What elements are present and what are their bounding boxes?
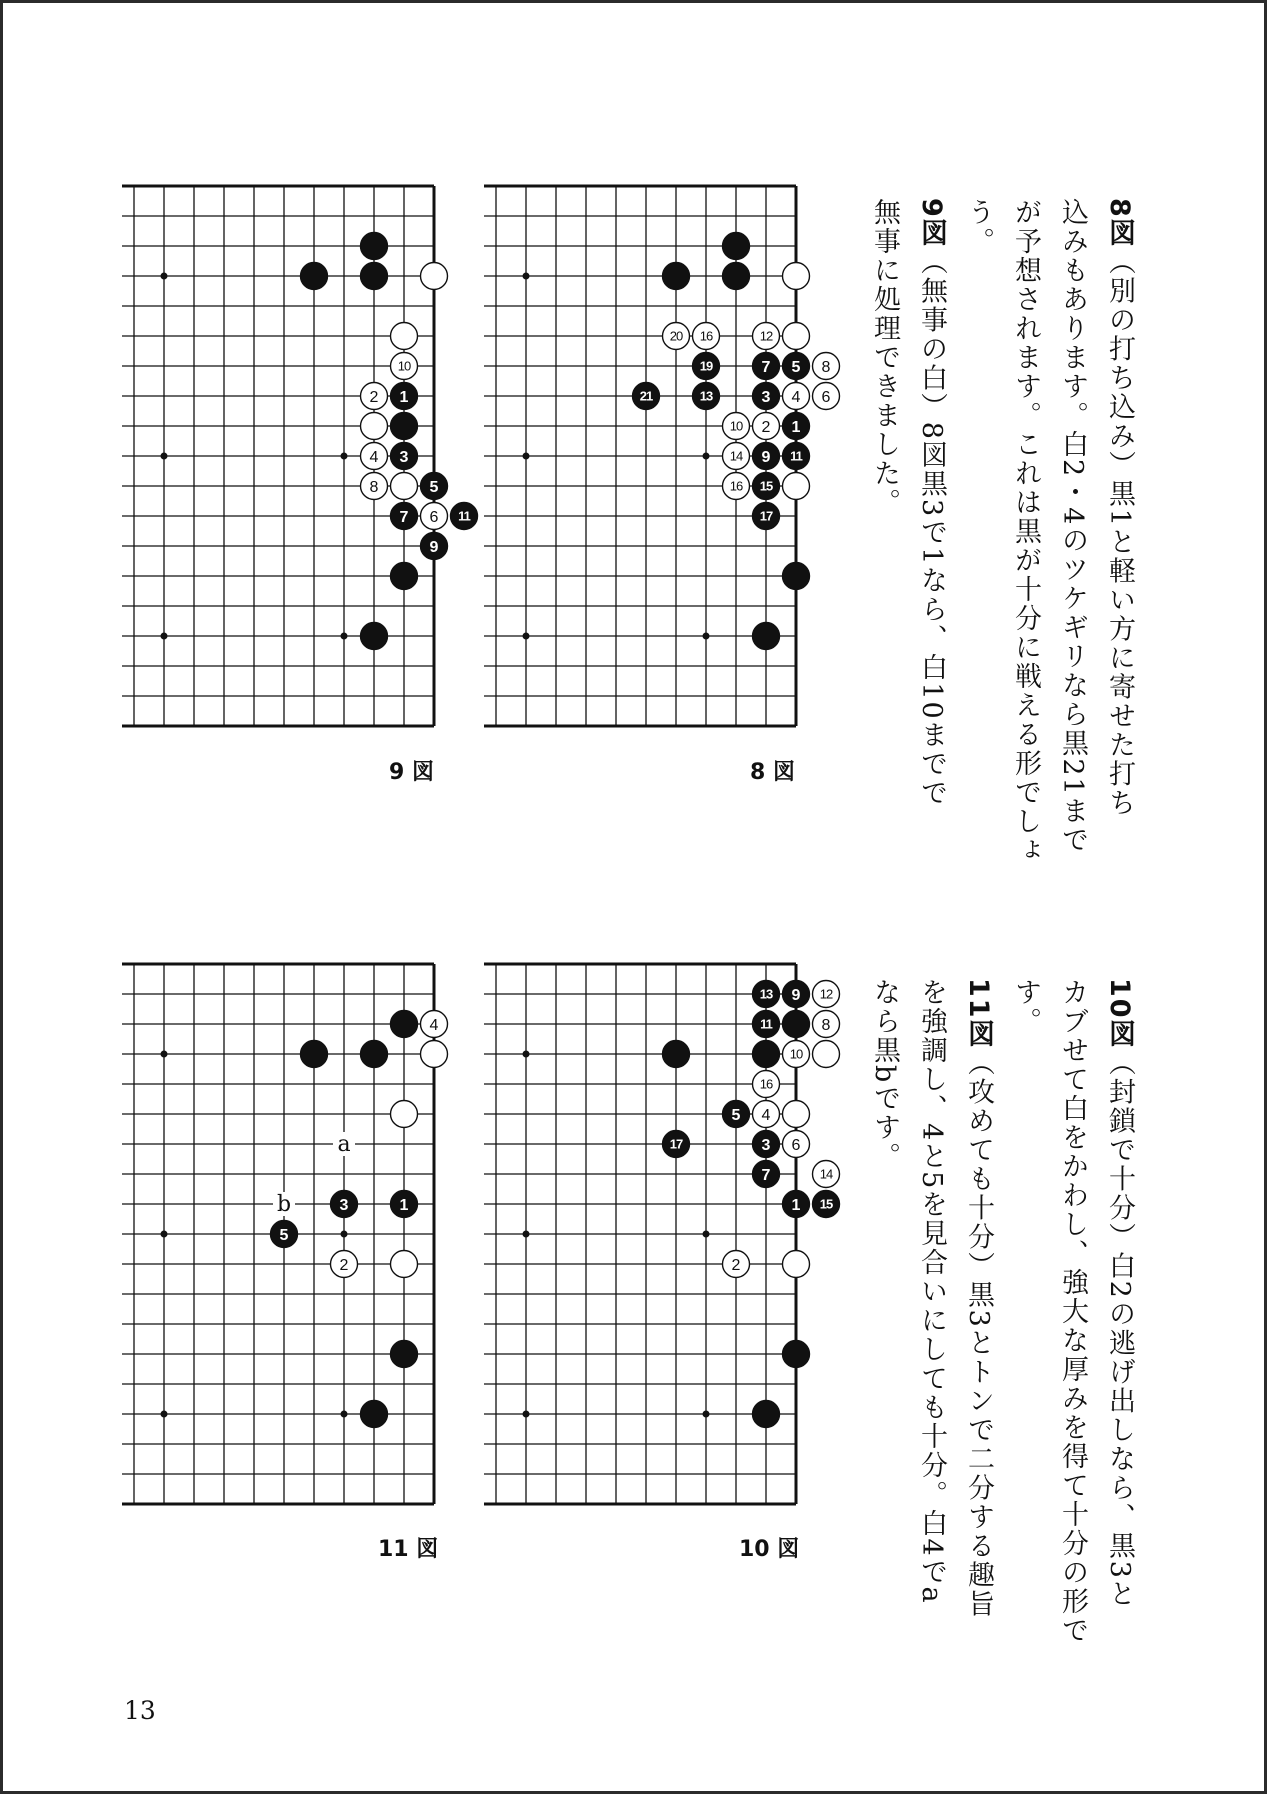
star-point — [161, 633, 168, 640]
black-stone — [271, 1221, 298, 1248]
move-number: 15 — [759, 478, 773, 494]
commentary-col: す。 — [1010, 978, 1041, 1036]
white-stone — [361, 413, 388, 440]
move-number: 17 — [759, 508, 773, 524]
move-number: 6 — [791, 1136, 801, 1154]
black-stone — [391, 1011, 418, 1038]
diagram-caption-9: 9 図 — [389, 760, 434, 785]
commentary-col: 込みもあります。白2・4のツケギリなら黒21まで — [1057, 198, 1088, 855]
white-stone — [663, 323, 690, 350]
white-stone — [813, 383, 840, 410]
white-stone — [753, 413, 780, 440]
black-stone — [723, 263, 750, 290]
black-stone — [301, 263, 328, 290]
commentary-col — [955, 978, 1002, 1658]
black-stone — [451, 503, 478, 530]
star-point — [523, 453, 530, 460]
move-number: 12 — [819, 986, 833, 1002]
white-stone — [783, 263, 810, 290]
star-point — [703, 1231, 710, 1238]
move-number: 8 — [369, 478, 379, 496]
move-number: 13 — [759, 986, 773, 1002]
star-point — [703, 1411, 710, 1418]
black-stone — [421, 473, 448, 500]
white-stone — [813, 1161, 840, 1188]
move-number: 19 — [699, 358, 713, 374]
black-stone — [783, 563, 810, 590]
point-label: b — [276, 1192, 292, 1217]
star-point — [341, 633, 348, 640]
point-label: a — [337, 1132, 351, 1157]
star-point — [703, 453, 710, 460]
black-stone — [783, 413, 810, 440]
move-number: 17 — [669, 1136, 683, 1152]
white-stone — [331, 1251, 358, 1278]
move-number: 5 — [791, 358, 801, 376]
move-number: 6 — [821, 388, 831, 406]
black-stone — [391, 1341, 418, 1368]
white-stone — [361, 443, 388, 470]
move-number: 11 — [790, 448, 802, 464]
move-number: 16 — [699, 328, 713, 344]
move-number: 7 — [761, 358, 771, 376]
star-point — [341, 1411, 348, 1418]
black-stone — [783, 353, 810, 380]
figure-ref: 10図 — [1104, 978, 1135, 1049]
white-stone — [813, 1011, 840, 1038]
black-stone — [693, 383, 720, 410]
move-number: 2 — [731, 1256, 741, 1274]
move-number: 8 — [821, 1016, 831, 1034]
move-number: 7 — [761, 1166, 771, 1184]
star-point — [161, 1051, 168, 1058]
white-stone — [421, 1041, 448, 1068]
white-stone — [723, 1251, 750, 1278]
move-number: 10 — [729, 418, 743, 434]
commentary-col: カブせて白をかわし、強大な厚みを得て十分の形で — [1057, 978, 1088, 1645]
black-stone — [391, 563, 418, 590]
move-number: 4 — [429, 1016, 439, 1034]
black-stone — [361, 1041, 388, 1068]
white-stone — [783, 473, 810, 500]
star-point — [523, 1231, 530, 1238]
page-number: 13 — [124, 1696, 156, 1725]
black-stone — [753, 1041, 780, 1068]
move-number: 15 — [819, 1196, 833, 1212]
move-number: 6 — [429, 508, 439, 526]
black-stone — [391, 503, 418, 530]
black-stone — [753, 981, 780, 1008]
move-number: 11 — [458, 508, 470, 524]
star-point — [341, 1231, 348, 1238]
black-stone — [783, 1191, 810, 1218]
move-number: 20 — [669, 328, 683, 344]
commentary-col — [908, 198, 955, 878]
move-number: 1 — [791, 418, 801, 436]
move-number: 13 — [699, 388, 713, 404]
black-stone — [753, 1161, 780, 1188]
move-number: 11 — [760, 1016, 772, 1032]
black-stone — [361, 263, 388, 290]
commentary-col: を強調し、4と5を見合いにしても十分。白4でa — [916, 978, 947, 1605]
black-stone — [723, 233, 750, 260]
black-stone — [331, 1191, 358, 1218]
white-stone — [421, 263, 448, 290]
star-point — [523, 1411, 530, 1418]
move-number: 5 — [429, 478, 439, 496]
move-number: 9 — [761, 448, 771, 466]
white-stone — [783, 323, 810, 350]
commentary-text: （無事の白）8図黒3で1なら、白10までで — [916, 247, 947, 808]
black-stone — [391, 413, 418, 440]
white-stone — [753, 1071, 780, 1098]
commentary-col — [1096, 198, 1143, 878]
white-stone — [723, 443, 750, 470]
commentary-col: う。 — [963, 198, 994, 256]
move-number: 3 — [339, 1196, 349, 1214]
white-stone — [391, 473, 418, 500]
white-stone — [421, 1011, 448, 1038]
white-stone — [783, 1041, 810, 1068]
move-number: 5 — [279, 1226, 289, 1244]
move-number: 2 — [339, 1256, 349, 1274]
black-stone — [753, 383, 780, 410]
diagram-caption-10: 10 図 — [739, 1537, 800, 1562]
diagram-caption-11: 11 図 — [378, 1537, 439, 1562]
diagram-caption-8: 8 図 — [750, 760, 795, 785]
commentary-col: 無事に処理できました。 — [869, 198, 900, 517]
move-number: 1 — [399, 388, 409, 406]
black-stone — [753, 473, 780, 500]
move-number: 16 — [729, 478, 743, 494]
move-number: 3 — [761, 388, 771, 406]
white-stone — [783, 1131, 810, 1158]
white-stone — [813, 353, 840, 380]
figure-ref: 8図 — [1104, 198, 1135, 248]
white-stone — [783, 1251, 810, 1278]
black-stone — [633, 383, 660, 410]
white-stone — [723, 473, 750, 500]
black-stone — [783, 1341, 810, 1368]
move-number: 4 — [761, 1106, 771, 1124]
commentary-col: が予想されます。これは黒が十分に戦える形でしょ — [1010, 198, 1041, 865]
black-stone — [391, 443, 418, 470]
move-number: 2 — [369, 388, 379, 406]
move-number: 9 — [429, 538, 439, 556]
black-stone — [753, 503, 780, 530]
commentary-upper — [843, 198, 1143, 878]
black-stone — [753, 443, 780, 470]
white-stone — [723, 413, 750, 440]
star-point — [161, 1411, 168, 1418]
move-number: 9 — [791, 986, 801, 1004]
black-stone — [753, 1131, 780, 1158]
move-number: 5 — [731, 1106, 741, 1124]
move-number: 1 — [399, 1196, 409, 1214]
white-stone — [361, 383, 388, 410]
white-stone — [753, 323, 780, 350]
move-number: 3 — [399, 448, 409, 466]
star-point — [703, 633, 710, 640]
commentary-col: なら黒bです。 — [869, 978, 900, 1172]
move-number: 14 — [819, 1166, 833, 1182]
black-stone — [421, 533, 448, 560]
move-number: 7 — [399, 508, 409, 526]
white-stone — [361, 473, 388, 500]
black-stone — [783, 1011, 810, 1038]
move-number: 12 — [759, 328, 773, 344]
black-stone — [813, 1191, 840, 1218]
move-number: 8 — [821, 358, 831, 376]
move-number: 14 — [729, 448, 743, 464]
black-stone — [361, 623, 388, 650]
move-number: 10 — [397, 358, 411, 374]
white-stone — [391, 323, 418, 350]
star-point — [341, 453, 348, 460]
white-stone — [753, 1101, 780, 1128]
black-stone — [663, 263, 690, 290]
star-point — [523, 1051, 530, 1058]
commentary-col — [1096, 978, 1143, 1658]
commentary-text: （別の打ち込み）黒1と軽い方に寄せた打ち — [1104, 247, 1135, 818]
black-stone — [663, 1041, 690, 1068]
board-diagram-10 — [484, 960, 833, 1510]
white-stone — [391, 1101, 418, 1128]
black-stone — [723, 1101, 750, 1128]
black-stone — [391, 383, 418, 410]
board-diagram-11 — [122, 960, 452, 1510]
white-stone — [391, 353, 418, 380]
black-stone — [301, 1041, 328, 1068]
white-stone — [693, 323, 720, 350]
board-diagram-8 — [484, 182, 831, 732]
star-point — [523, 273, 530, 280]
figure-ref: 11図 — [963, 978, 994, 1049]
black-stone — [753, 353, 780, 380]
commentary-text: （封鎖で十分）白2の逃げ出しなら、黒3と — [1104, 1048, 1135, 1609]
white-stone — [391, 1251, 418, 1278]
move-number: 1 — [791, 1196, 801, 1214]
commentary-lower — [843, 978, 1143, 1658]
white-stone — [813, 981, 840, 1008]
black-stone — [663, 1131, 690, 1158]
black-stone — [361, 233, 388, 260]
commentary-text: （攻めても十分）黒3とトンで二分する趣旨 — [963, 1048, 994, 1619]
board-diagram-9 — [122, 182, 470, 732]
move-number: 3 — [761, 1136, 771, 1154]
white-stone — [783, 383, 810, 410]
white-stone — [421, 503, 448, 530]
white-stone — [813, 1041, 840, 1068]
star-point — [161, 453, 168, 460]
black-stone — [391, 1191, 418, 1218]
move-number: 16 — [759, 1076, 773, 1092]
black-stone — [753, 623, 780, 650]
black-stone — [693, 353, 720, 380]
move-number: 4 — [369, 448, 379, 466]
move-number: 21 — [639, 388, 653, 404]
black-stone — [753, 1011, 780, 1038]
black-stone — [361, 1401, 388, 1428]
move-number: 2 — [761, 418, 771, 436]
white-stone — [783, 1101, 810, 1128]
black-stone — [783, 981, 810, 1008]
star-point — [523, 633, 530, 640]
star-point — [161, 1231, 168, 1238]
black-stone — [753, 1401, 780, 1428]
move-number: 10 — [789, 1046, 803, 1062]
black-stone — [783, 443, 810, 470]
figure-ref: 9図 — [916, 198, 947, 248]
star-point — [161, 273, 168, 280]
move-number: 4 — [791, 388, 801, 406]
